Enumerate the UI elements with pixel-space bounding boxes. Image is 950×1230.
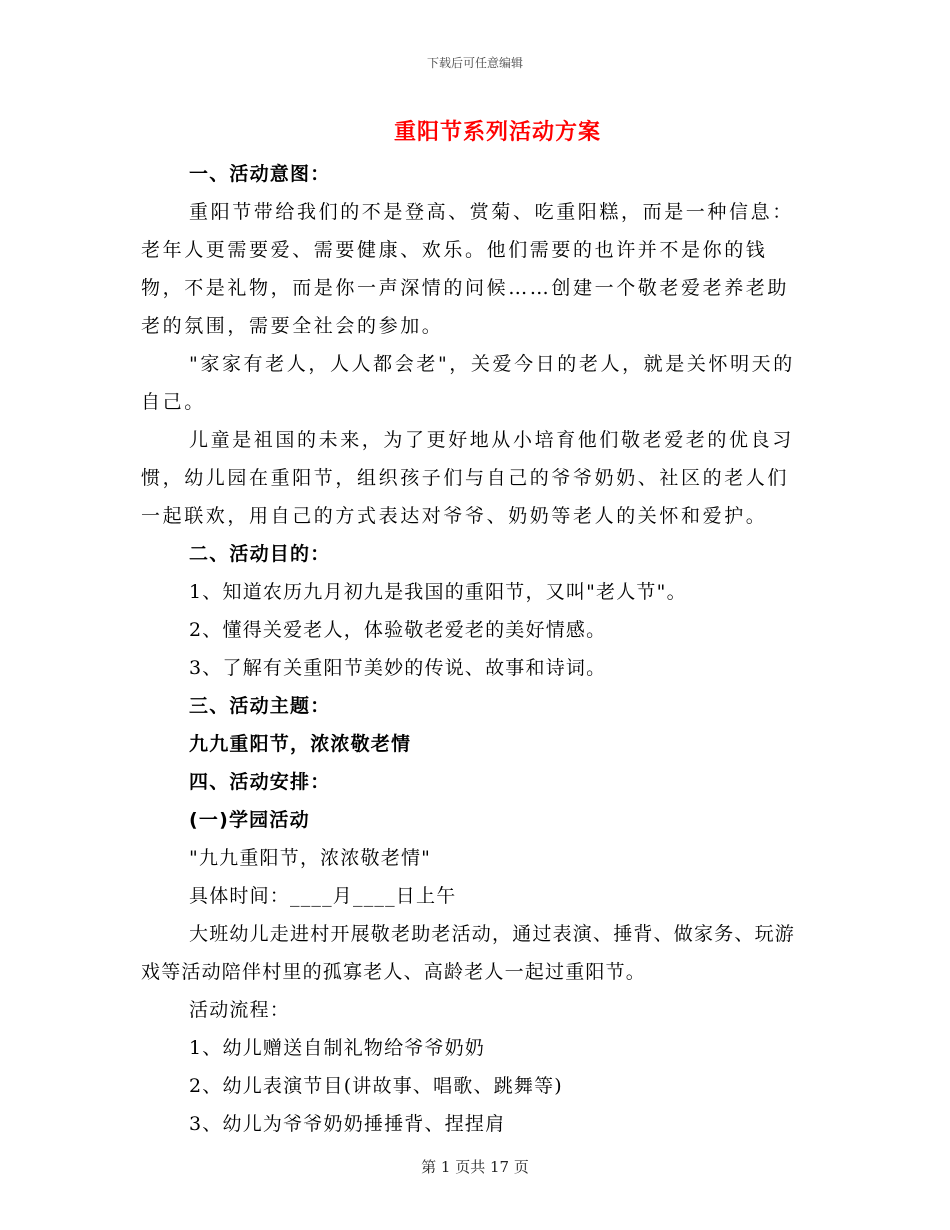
paragraph: 儿童是祖国的未来，为了更好地从小培育他们敬老爱老的优良习惯，幼儿园在重阳节，组织孩子们与自己的爷爷奶奶、社区的老人们一起联欢，用自己的方式表达对爷爷、奶奶等老人的关怀和爱护。: [141, 429, 794, 527]
section-heading: (一)学园活动: [189, 809, 310, 831]
page-footer: 第 1 页共 17 页: [421, 1158, 529, 1176]
paragraph: 1、知道农历九月初九是我国的重阳节，又叫"老人节"。: [189, 581, 687, 603]
section-heading: 一、活动意图：: [189, 163, 331, 185]
paragraph: 2、幼儿表演节目(讲故事、唱歌、跳舞等): [189, 1075, 563, 1097]
paragraph: 1、幼儿赠送自制礼物给爷爷奶奶: [189, 1037, 486, 1059]
section-heading: 二、活动目的：: [189, 543, 331, 565]
section-heading: 三、活动主题：: [189, 695, 331, 717]
paragraph: 重阳节带给我们的不是登高、赏菊、吃重阳糕，而是一种信息：老年人更需要爱、需要健康、欢乐。他们需要的也许并不是你的钱物，不是礼物，而是你一声深情的问候……创建一个敬老爱老养老助老的氛围，需要全社会的参加。: [141, 201, 794, 337]
document-title: 重阳节系列活动方案: [393, 119, 601, 145]
document-body: [141, 155, 801, 1143]
paragraph: 3、幼儿为爷爷奶奶捶捶背、捏捏肩: [189, 1113, 506, 1135]
section-heading: 四、活动安排：: [189, 771, 331, 793]
paragraph: 2、懂得关爱老人，体验敬老爱老的美好情感。: [189, 619, 607, 641]
paragraph: "家家有老人，人人都会老"，关爱今日的老人，就是关怀明天的自己。: [141, 353, 795, 413]
paragraph: "九九重阳节，浓浓敬老情": [189, 847, 432, 869]
section-heading: 九九重阳节，浓浓敬老情: [189, 733, 412, 755]
paragraph: 活动流程：: [189, 999, 291, 1021]
paragraph: 具体时间：____月____日上午: [189, 885, 457, 907]
paragraph: 大班幼儿走进村开展敬老助老活动，通过表演、捶背、做家务、玩游戏等活动陪伴村里的孤寡老人、高龄老人一起过重阳节。: [141, 923, 796, 983]
page-header: 下载后可任意编辑: [426, 56, 523, 70]
paragraph: 3、了解有关重阳节美妙的传说、故事和诗词。: [189, 657, 607, 679]
